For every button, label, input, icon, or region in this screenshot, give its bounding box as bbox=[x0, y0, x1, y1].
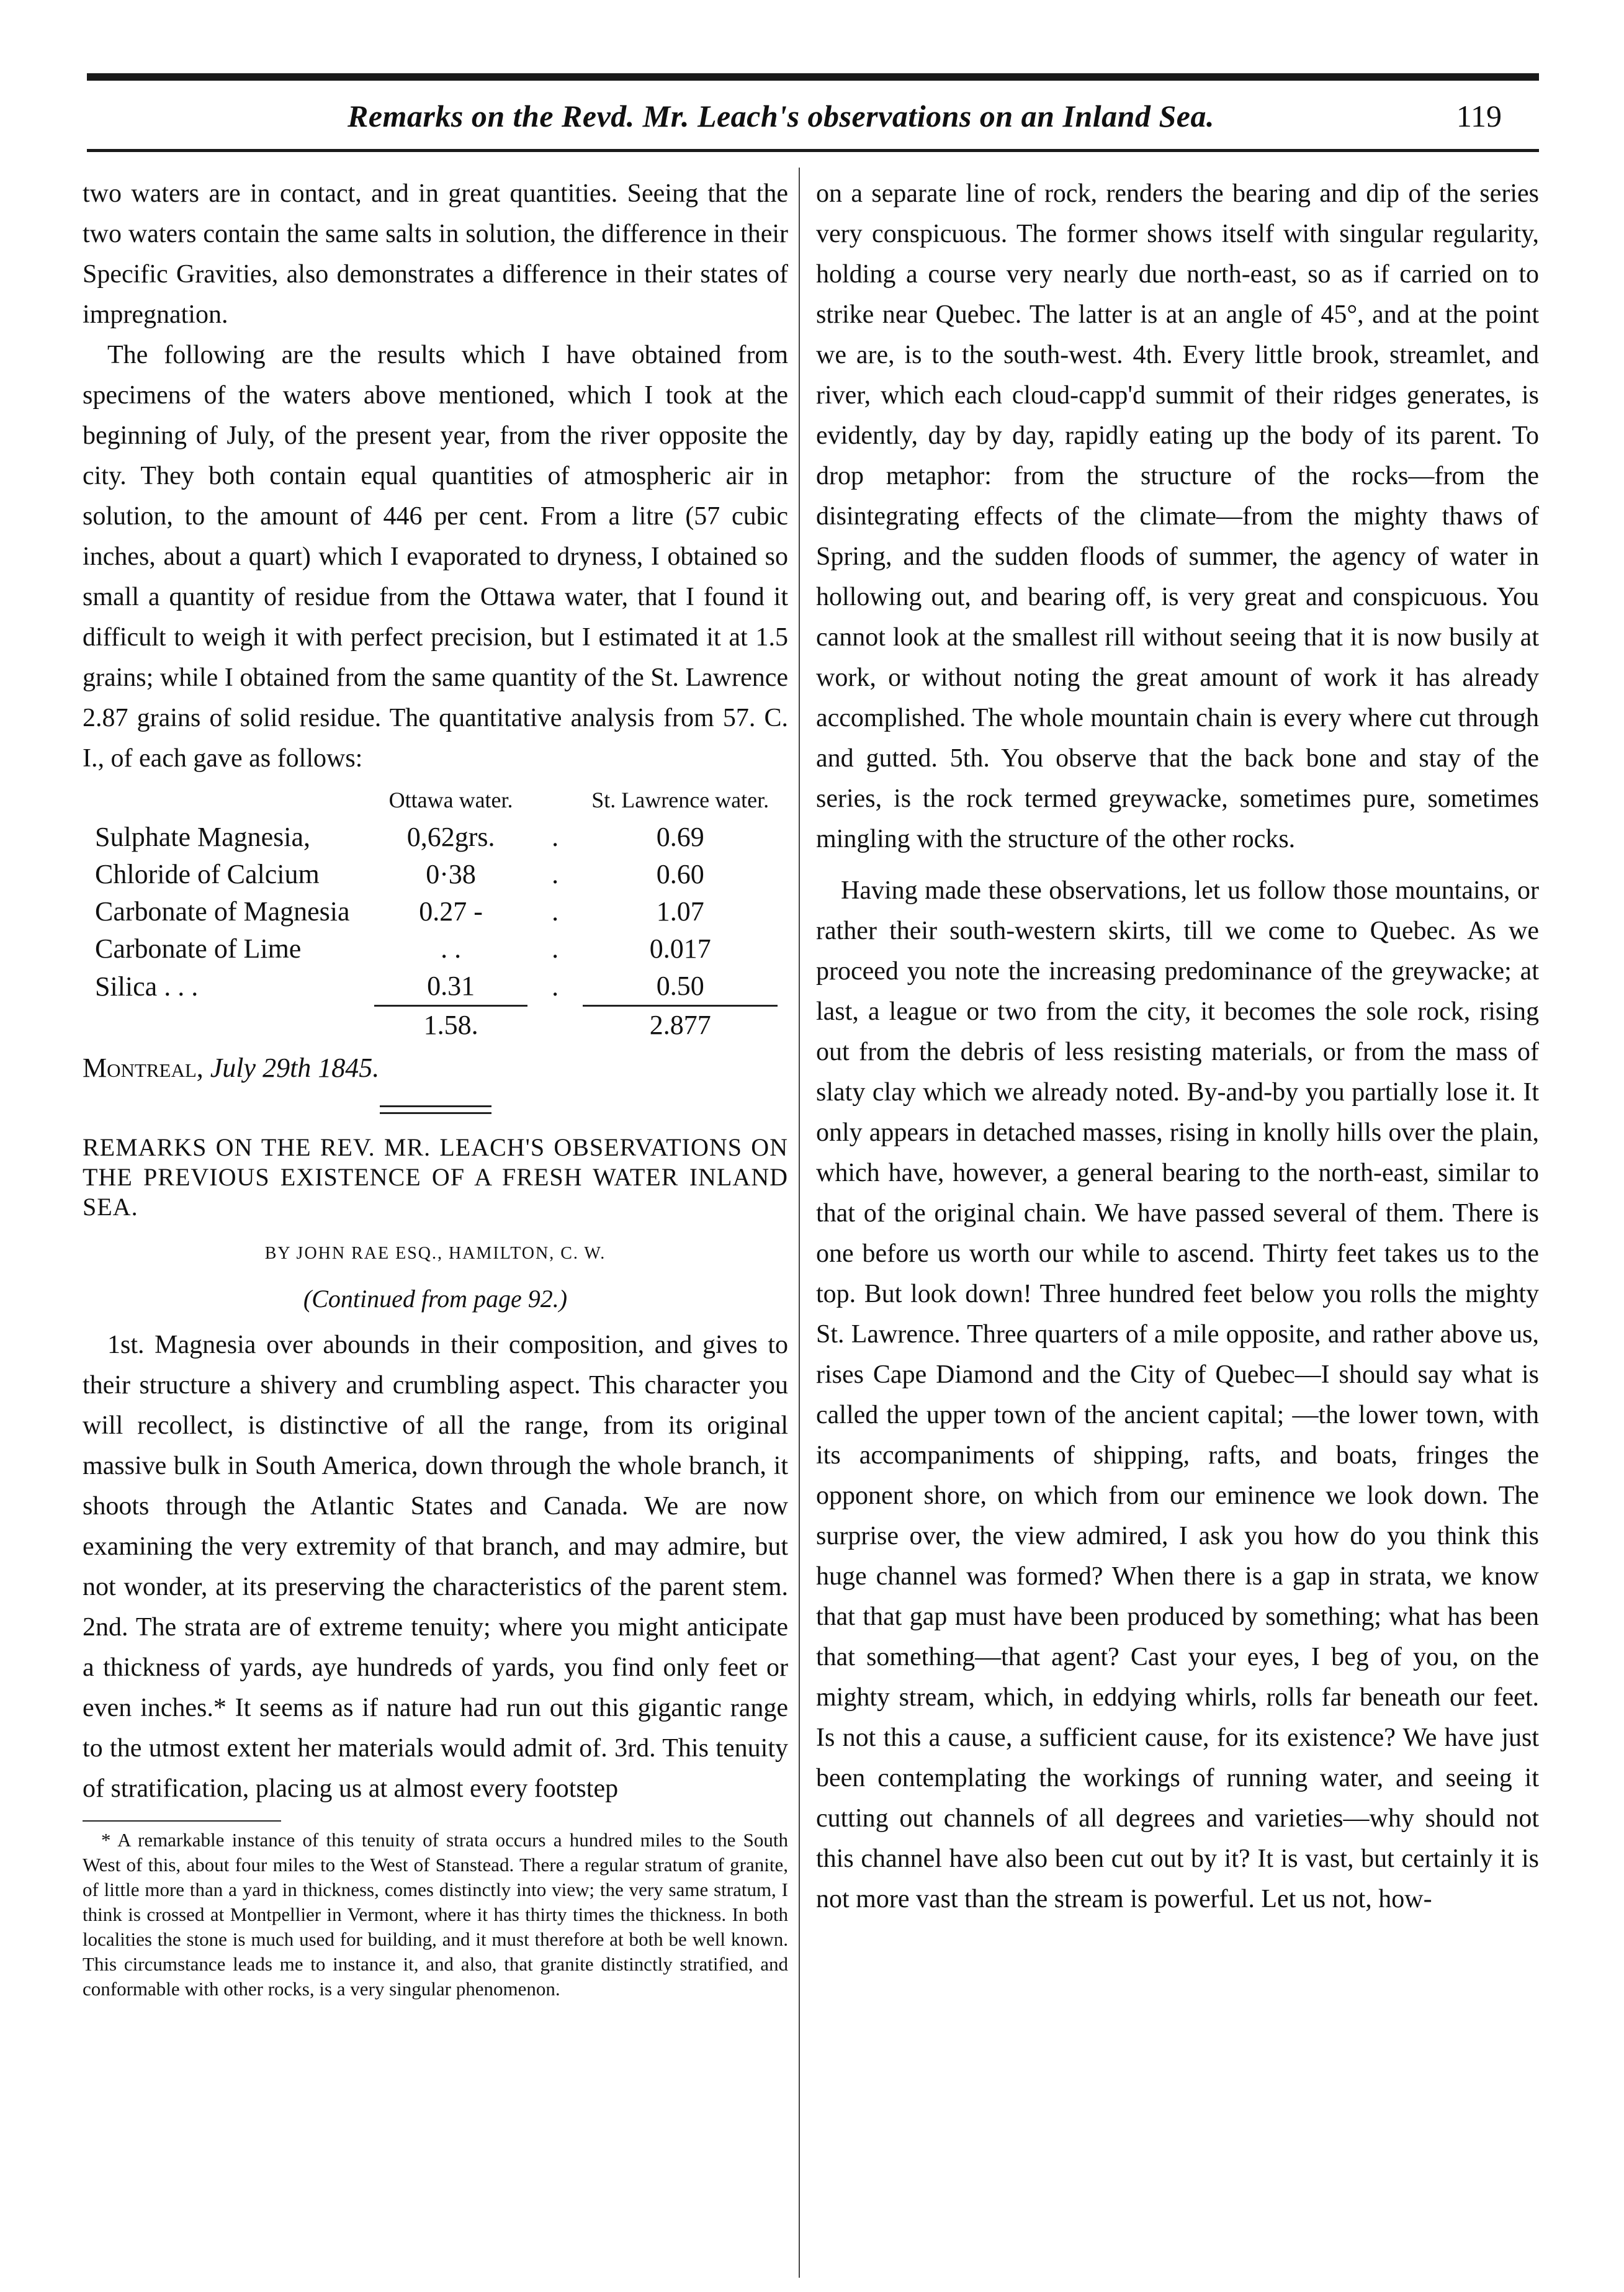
paragraph: on a separate line of rock, renders the bearing and dip of the series very conspicuous. The former shows itself with singular regularity, holding a course very nearly due north-east, so as if carried on to strike near Quebec. The latter is at an angle of 45°, and at the point we are, is to the south-west. 4th. Every little brook, streamlet, and river, which each cloud-capp'd summit of their ridges generates, is evidently, day by day, rapidly eating up the body of its parent. To drop metaphor: from the structure of the rocks—from the disintegrating effects of the climate—from the mighty thaws of Spring, and the sudden floods of summer, the agency of water in hollowing out, and bearing off, is very great and conspicuous. You cannot look at the smallest rill without seeing that it is now busily at work, or without noting the great amount of work it has already accomplished. The whole mountain chain is every where cut through and gutted. 5th. You observe that the back bone and stay of the series, is the rock termed greywacke, sometimes pure, sometimes mingling with the structure of the other rocks. bbox=[816, 179, 1539, 853]
table-row bbox=[83, 819, 778, 856]
right-column bbox=[816, 174, 1539, 1920]
table-cell: 0.69 bbox=[656, 822, 704, 852]
table-row bbox=[83, 856, 778, 893]
paragraph: The following are the results which I have obtained from specimens of the waters above mentioned, which I took at the beginning of July, of the present year, from the river opposite the city. They both contain equal quantities of atmospheric air in solution, to the amount of 446 per cent. From a litre (57 cubic inches, about a quart) which I evaporated to dryness, I obtained so small a quantity of residue from the Ottawa water, that I found it difficult to weigh it with perfect precision, but I estimated it at 1.5 grains; while I obtained from the same quantity of the St. Lawrence 2.87 grains of solid residue. The quantitative analysis from 57. C. I., of each gave as follows: bbox=[83, 341, 788, 773]
column-divider bbox=[799, 168, 800, 2278]
table-totals-row bbox=[83, 1006, 778, 1045]
table-cell: 0.31 bbox=[427, 971, 475, 1001]
analysis-table bbox=[83, 781, 778, 1044]
footnote-rule bbox=[83, 1820, 281, 1822]
table-cell: Silica . . . bbox=[95, 971, 199, 1002]
table-cell: 0.50 bbox=[656, 971, 704, 1001]
left-column bbox=[83, 174, 788, 2002]
table-header-stlawrence: St. Lawrence water. bbox=[591, 788, 769, 812]
table-cell: 0,62grs. bbox=[406, 822, 495, 852]
footnote: * A remarkable instance of this tenuity of strata occurs a hundred miles to the South West of this, about four miles to the West of Stanstead. There a regular stratum of granite, of little more than a yard in thickness, comes distinctly into view; the very same stratum, I think is crossed at Montpellier in Vermont, where it has thirty times the thickness. In both localities the stone is much used for building, and it must therefore at both be well known. This circumstance leads me to instance it, and also, that granite distinctly stratified, and conformable with other rocks, is a very singular phenomenon. bbox=[83, 1829, 788, 2000]
table-cell: Carbonate of Magnesia bbox=[95, 896, 350, 927]
page-header bbox=[87, 93, 1539, 149]
table-cell: . bbox=[552, 822, 559, 852]
table-cell: Carbonate of Lime bbox=[95, 933, 302, 964]
table-cell: 0.017 bbox=[649, 933, 711, 964]
page-number: 119 bbox=[1456, 99, 1502, 133]
table-header-cell bbox=[83, 781, 374, 819]
table-header-ottawa: Ottawa water. bbox=[388, 788, 513, 812]
total-ottawa: 1.58. bbox=[374, 1006, 527, 1045]
paragraph: 1st. Magnesia over abounds in their composition, and gives to their structure a shivery and crumbling aspect. This character you will recollect, is distinctive of all the range, from its original massive bulk in South America, down through the whole branch, it shoots through the Atlantic States and Canada. We are now examining the very extremity of that branch, and may admire, but not wonder, at its preserving the characteristics of the parent stem. 2nd. The strata are of extreme tenuity; where you might anticipate a thickness of yards, aye hundreds of yards, you find only feet or even inches.* It seems as if nature had run out this gigantic range to the utmost extent her materials would admit of. 3rd. This tenuity of stratification, placing us at almost every footstep bbox=[83, 1331, 788, 1803]
header-rule bbox=[87, 149, 1539, 152]
dateline-date: July 29th 1845. bbox=[210, 1053, 380, 1083]
table-cell: . bbox=[552, 933, 559, 964]
table-cell: . bbox=[552, 971, 559, 1002]
article-title: REMARKS ON THE REV. MR. LEACH'S OBSERVATIONS ON THE PREVIOUS EXISTENCE OF A FRESH WATER INLAND SEA. bbox=[83, 1133, 788, 1221]
table-cell: . bbox=[552, 896, 559, 927]
table-row bbox=[83, 968, 778, 1006]
table-row bbox=[83, 893, 778, 930]
section-divider bbox=[380, 1105, 491, 1114]
paragraph: Having made these observations, let us follow those mountains, or rather their south-western skirts, till we come to Quebec. As we proceed you note the increasing predominance of the greywacke; at last, a league or two from the city, it becomes the sole rock, rising out from the debris of less resisting materials, or from the mass of slaty clay which we already noted. By-and-by you partially lose it. It only appears in detached masses, rising in knolly hills over the plain, which have, however, a general bearing to the north-east, similar to that of the original chain. We have passed several of them. There is one before us worth our while to ascend. Thirty feet takes us to the top. But look down! Three hundred feet below you rolls the mighty St. Lawrence. Three quarters of a mile opposite, and rather above us, rises Cape Diamond and the City of Quebec—I should say what is called the upper town of the ancient capital; —the lower town, with its accompaniments of shipping, rafts, and boats, fringes the opponent shore, on which from our eminence we look down. The surprise over, the view admired, I ask you how do you think this huge channel was formed? When there is a gap in strata, we know that that gap must have been produced by something; what has been that something—that agent? Cast your eyes, I beg of you, on the mighty stream, which, in eddying whirls, rolls far beneath our feet. Is not this a cause, a sufficient cause, for its existence? We have just been contemplating the workings of running water, and seeing it cutting out channels of all degrees and varieties—why should not this channel have also been cut out by it? It is vast, but certainly it is not more vast than the stream is powerful. Let us not, how- bbox=[816, 876, 1539, 1913]
byline: BY JOHN RAE ESQ., HAMILTON, C. W. bbox=[264, 1244, 606, 1263]
total-stlawrence: 2.877 bbox=[583, 1006, 778, 1045]
table-cell: Chloride of Calcium bbox=[95, 859, 320, 889]
paragraph: two waters are in contact, and in great quantities. Seeing that the two waters contain the same salts in solution, the difference in their Specific Gravities, also demonstrates a difference in their states of impregnation. bbox=[83, 179, 788, 329]
running-head: Remarks on the Revd. Mr. Leach's observations on an Inland Sea. bbox=[348, 99, 1214, 133]
dateline-place: Montreal, bbox=[83, 1053, 204, 1083]
table-header-row bbox=[83, 781, 778, 819]
table-cell: 0·38 bbox=[426, 859, 476, 889]
table-cell: Sulphate Magnesia, bbox=[95, 822, 311, 852]
continued-note: (Continued from page 92.) bbox=[303, 1285, 568, 1313]
table-cell: . . bbox=[441, 933, 462, 964]
dateline bbox=[83, 1048, 788, 1088]
table-cell: 0.60 bbox=[656, 859, 704, 889]
top-rule bbox=[87, 73, 1539, 81]
table-cell: 0.27 - bbox=[419, 896, 483, 927]
table-row bbox=[83, 930, 778, 968]
table-cell: . bbox=[552, 859, 559, 889]
table-cell: 1.07 bbox=[656, 896, 704, 927]
